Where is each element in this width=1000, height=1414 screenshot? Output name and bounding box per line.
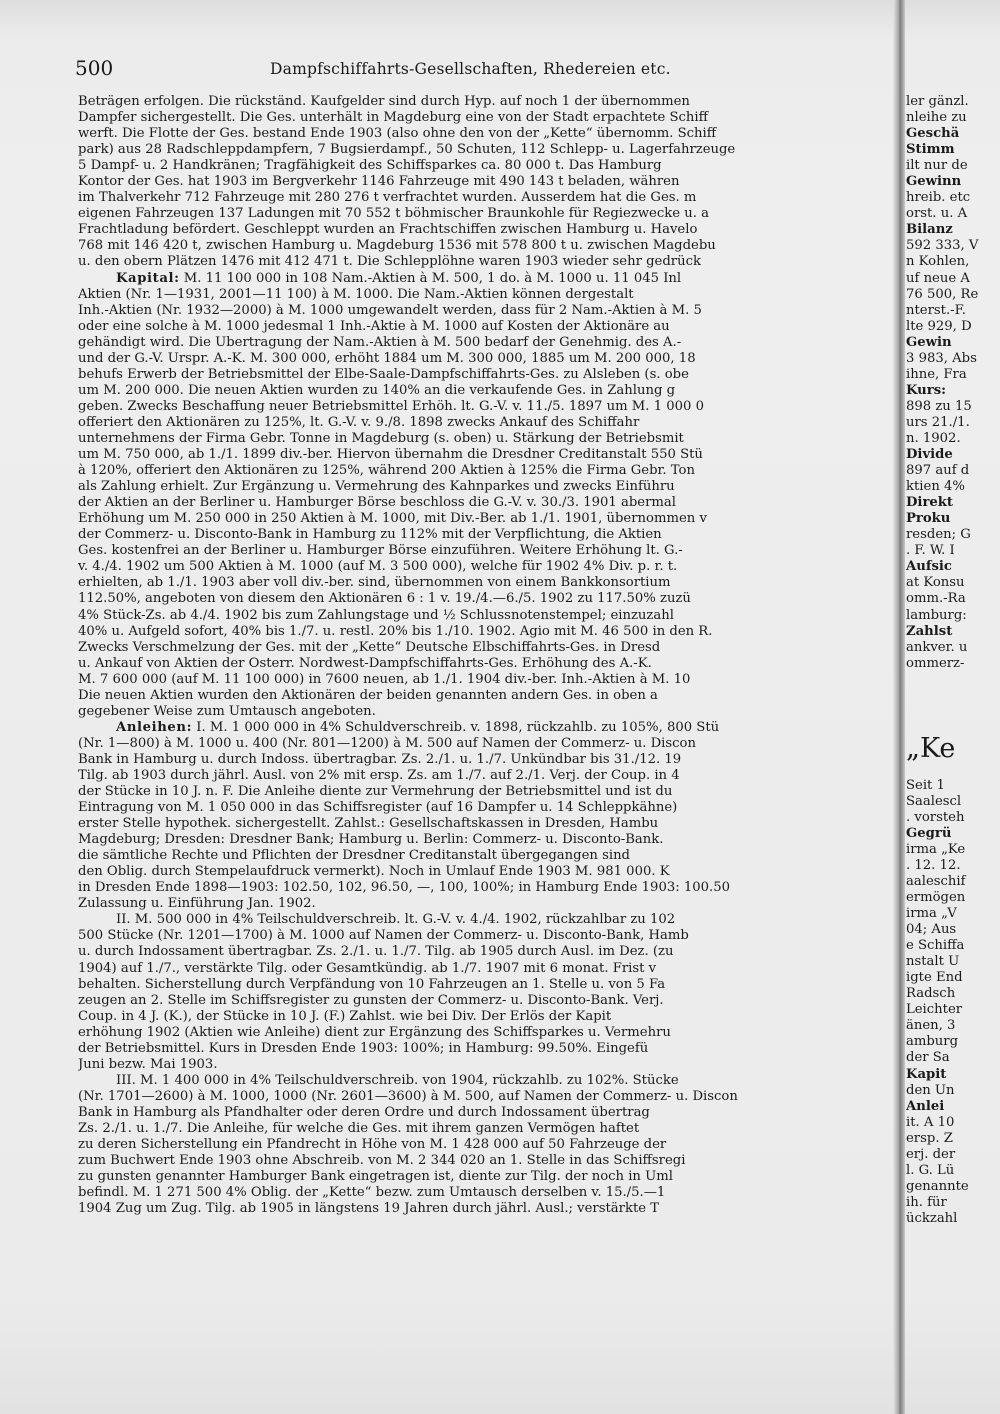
text-line: befindl. M. 1 271 500 4% Oblig. der „Kette“ bezw. zum Umtausch derselben v. 15./5.—1 — [78, 1185, 666, 1201]
facing-text-line: urs 21./1. — [906, 414, 970, 430]
text-line: eigenen Fahrzeugen 137 Ladungen mit 70 552 t böhmischer Braunkohle für Regiezwecke u. a — [78, 206, 709, 222]
facing-text-line: . 12. 12. — [906, 857, 961, 873]
text-line: und der G.-V. Urspr. A.-K. M. 300 000, erhöht 1884 um M. 300 000, 1885 um M. 200 000, 18 — [78, 350, 696, 366]
text-line: Die neuen Aktien wurden den Aktionären der beiden genannten andern Ges. in oben a — [78, 687, 658, 703]
facing-text-line: Geschä — [906, 126, 960, 142]
text-line: der Stücke in 10 J. n. F. Die Anleihe diente zur Vermehrung der Betriebsmittel und ist du — [78, 784, 673, 800]
text-line: 112.50%, angeboten von diesem den Aktionären 6 : 1 v. 19./4.—6./5. 1902 zu 117.50% zuzü — [78, 591, 691, 607]
facing-text-line: ler gänzl. — [906, 94, 969, 109]
text-line: der Betriebsmittel. Kurs in Dresden Ende 1903: 100%; in Hamburg: 99.50%. Eingefü — [78, 1040, 649, 1056]
text-line: im Thalverkehr 712 Fahrzeuge mit 280 276 t verfrachtet wurden. Ausserdem hat die Ges. m — [78, 190, 697, 206]
text-fragment: I. M. 1 000 000 in 4% Schuldverschreib. v. 1898, rückzahlb. zu 105%, 800 Stü — [192, 719, 720, 735]
text-line: Beträgen erfolgen. Die rückständ. Kaufgelder sind durch Hyp. auf noch 1 der übernommen — [78, 94, 690, 109]
text-line: Inh.-Aktien (Nr. 1932—2000) à M. 1000 umgewandelt werden, dass für 2 Nam.-Aktien à M. 5 — [78, 302, 702, 318]
text-line: Coup. in 4 J. (K.), der Stücke in 10 J. (F.) Zahlst. wie bei Div. Der Erlös der Kapit — [78, 1008, 612, 1024]
text-line — [78, 271, 893, 287]
text-line: Dampfer sichergestellt. Die Ges. unterhält in Magdeburg eine von der Stadt erpachtete Schiff — [78, 110, 708, 126]
facing-text-line: nstalt U — [906, 954, 960, 970]
running-head: Dampfschiffahrts-Gesellschaften, Rhedereien etc. — [270, 60, 671, 78]
facing-text-line: Kurs: — [906, 382, 947, 398]
facing-text-line: ihne, Fra — [906, 366, 967, 382]
page-number: 500 — [75, 56, 114, 80]
facing-text-line: Zahlst — [906, 623, 953, 639]
facing-text-line: lamburg: — [906, 607, 967, 623]
text-line: erhielten, ab 1./1. 1903 aber voll div.-ber. sind, übernommen von einem Bankkonsortium — [78, 575, 671, 591]
text-line: à 120%, offeriert den Aktionären zu 125%, während 200 Aktien à 125% die Firma Gebr. Ton — [78, 463, 695, 479]
facing-text-line: den Un — [906, 1082, 955, 1098]
facing-text-line: lte 929, D — [906, 318, 972, 334]
facing-text-line: Gegrü — [906, 825, 952, 841]
text-line: Ges. kostenfrei an der Berliner u. Hamburger Börse einzuführen. Weitere Erhöhung lt. G.- — [78, 543, 683, 559]
facing-text-line: ih. für — [906, 1194, 947, 1210]
facing-text-line: Proku — [906, 511, 951, 527]
facing-text-line: n. 1902. — [906, 430, 961, 446]
text-line: erhöhung 1902 (Aktien wie Anleihe) dient zur Ergänzung des Schiffsparkes u. Vermehru — [78, 1024, 671, 1040]
facing-text-line: uf neue A — [906, 270, 970, 286]
facing-text-line: . vorsteh — [906, 809, 965, 825]
text-line: behufs Erwerb der Betriebsmittel der Elbe-Saale-Dampfschiffahrts-Ges. zu Alsleben (s. obe — [78, 366, 689, 382]
text-line: (Nr. 1—800) à M. 1000 u. 400 (Nr. 801—1200) à M. 500 auf Namen der Commerz- u. Discon — [78, 735, 696, 751]
text-line: v. 4./4. 1902 um 500 Aktien à M. 1000 (auf M. 3 500 000), welche für 1902 4% Div. p. r. t. — [78, 559, 678, 575]
text-line: u. Ankauf von Aktien der Österr. Nordwest-Dampfschiffahrts-Ges. Erhöhung des A.-K. — [78, 655, 652, 671]
text-line: Bank in Hamburg als Pfandhalter oder deren Ordre und durch Indossament übertrag — [78, 1104, 650, 1120]
section-label: Kapital: — [116, 270, 180, 286]
facing-text-line: 04; Aus — [906, 922, 957, 938]
facing-text-line: Seit 1 — [906, 777, 945, 793]
text-line: Eintragung von M. 1 050 000 in das Schiffsregister (auf 16 Dampfer u. 14 Schleppkähne) — [78, 800, 678, 816]
facing-text-line: ersp. Z — [906, 1130, 953, 1146]
text-line: 1904 Zug um Zug. Tilg. ab 1905 in längstens 19 Jahren durch jährl. Ausl.; verstärkte T — [78, 1201, 660, 1217]
facing-text-line: Stimm — [906, 142, 955, 158]
facing-text-line: orst. u. A — [906, 206, 968, 222]
text-line: gegebener Weise zum Umtausch angeboten. — [78, 703, 376, 719]
facing-text-line: l. G. Lü — [906, 1162, 955, 1178]
text-line: werft. Die Flotte der Ges. bestand Ende 1903 (also ohne den von der „Kette“ übernomm. Schiff — [78, 126, 717, 142]
text-line: behalten. Sicherstellung durch Verpfändung von 10 Fahrzeugen an 1. Stelle u. von 5 Fa — [78, 976, 666, 992]
text-line: zu gunsten genannter Hamburger Bank eingetragen ist, diente zur Tilg. der noch in Uml — [78, 1169, 673, 1185]
facing-text-line: irma „Ke — [906, 841, 966, 857]
facing-text-line: . F. W. I — [906, 543, 955, 559]
text-line: Zwecks Verschmelzung der Ges. mit der „Kette“ Deutsche Elbschiffahrts-Ges. in Dresd — [78, 639, 661, 655]
facing-text-line: ommerz- — [906, 655, 965, 671]
text-line: 1904) auf 1./7., verstärkte Tilg. oder Gesamtkündig. ab 1./7. 1907 mit 6 monat. Frist v — [78, 960, 657, 976]
facing-text-line: Gewin — [906, 334, 952, 350]
main-text-column — [78, 94, 893, 1394]
text-line: Tilg. ab 1903 durch jährl. Ausl. von 2% mit ersp. Zs. am 1./7. auf 2./1. Verj. der Coup. in 4 — [78, 767, 680, 783]
text-fragment: M. 11 100 000 in 108 Nam.-Aktien à M. 500, 1 do. à M. 1000 u. 11 045 Inl — [179, 270, 682, 286]
text-line: (Nr. 1701—2600) à M. 1000, 1000 (Nr. 2601—3600) à M. 500, auf Namen der Commerz- u. Discon — [78, 1088, 738, 1104]
text-line: gehändigt wird. Die Übertragung der Nam.-Aktien à M. 500 bedarf der Genehmig. des A.- — [78, 334, 682, 350]
facing-text-line: nleihe zu — [906, 110, 967, 126]
text-line: den Oblig. durch Stempelaufdruck vermerkt). Noch in Umlauf Ende 1903 M. 981 000. K — [78, 864, 670, 880]
facing-text-line: resden; G — [906, 527, 971, 543]
facing-text-line: Kapit — [906, 1066, 947, 1082]
facing-text-line: at Konsu — [906, 575, 965, 591]
facing-text-line: irma „V — [906, 906, 957, 922]
text-line: Bank in Hamburg u. durch Indoss. übertragbar. Zs. 2./1. u. 1./7. Unkündbar bis 31./12. 19 — [78, 751, 682, 767]
text-line: u. durch Indossament übertragbar. Zs. 2./1. u. 1./7. Tilg. ab 1905 durch Ausl. im Dez. (zu — [78, 944, 674, 960]
text-line: zeugen an 2. Stelle im Schiffsregister zu gunsten der Commerz- u. Disconto-Bank. Verj. — [78, 992, 664, 1008]
text-line: 768 mit 146 420 t, zwischen Hamburg u. Magdeburg 1536 mit 578 800 t u. zwischen Magdebu — [78, 238, 716, 254]
facing-text-line: n Kohlen, — [906, 254, 970, 270]
facing-text-line: ückzahl — [906, 1210, 958, 1226]
facing-text-line: igte End — [906, 970, 963, 986]
facing-text-line: 897 auf d — [906, 463, 970, 479]
facing-text-line: änen, 3 — [906, 1018, 956, 1034]
text-line: oder eine solche à M. 1000 jedesmal 1 Inh.-Aktie à M. 1000 auf Kosten der Aktionäre au — [78, 318, 670, 334]
text-line: 5 Dampf- u. 2 Handkränen; Tragfähigkeit des Schiffsparkes ca. 80 000 t. Das Hamburg — [78, 158, 662, 174]
facing-text-line: Aufsic — [906, 559, 952, 575]
text-line: zu deren Sicherstellung ein Pfandrecht in Höhe von M. 1 428 000 auf 50 Fahrzeuge der — [78, 1137, 667, 1153]
facing-text-line: erj. der — [906, 1146, 956, 1162]
facing-text-line: Radsch — [906, 986, 956, 1002]
facing-text-line: omm.-Ra — [906, 591, 966, 607]
facing-text-line: 3 983, Abs — [906, 350, 977, 366]
text-line: offeriert den Aktionären zu 125%, lt. G.-V. v. 9./8. 1898 zwecks Ankauf des Schiffahr — [78, 414, 640, 430]
facing-text-line: it. A 10 — [906, 1114, 955, 1130]
text-line: Zulassung u. Einführung Jan. 1902. — [78, 896, 316, 912]
facing-text-line: Gewinn — [906, 174, 962, 190]
text-line: in Dresden Ende 1898—1903: 102.50, 102, 96.50, —, 100, 100%; in Hamburg Ende 1903: 100.50 — [78, 880, 731, 896]
facing-text-line: ankver. u — [906, 639, 968, 655]
facing-text-line: nterst.-F. — [906, 302, 966, 318]
text-line: Zs. 2./1. u. 1./7. Die Anleihe, für welche die Ges. mit ihrem ganzen Vermögen haftet — [78, 1121, 640, 1136]
facing-text-line: Divide — [906, 447, 953, 463]
text-line: Juni bezw. Mai 1903. — [78, 1056, 218, 1072]
facing-text-line: 898 zu 15 — [906, 398, 972, 414]
text-line: erster Stelle hypothek. sichergestellt. Zahlst.: Gesellschaftskassen in Dresden, Hambu — [78, 816, 659, 832]
facing-text-line: Bilanz — [906, 222, 953, 238]
page-header — [75, 56, 895, 84]
text-line: als Zahlung erhielt. Zur Ergänzung u. Vermehrung des Kahnparkes und zwecks Einführu — [78, 479, 675, 495]
facing-text-line: ilt nur de — [906, 158, 968, 174]
facing-text-line: ermögen — [906, 890, 966, 906]
text-line: geben. Zwecks Beschaffung neuer Betriebsmittel Erhöh. lt. G.-V. v. 11./5. 1897 um M. 1 000 0 — [78, 398, 705, 414]
facing-text-line: Leichter — [906, 1002, 963, 1018]
section-spacer — [906, 764, 1000, 778]
section-label: Anleihen: — [116, 719, 193, 735]
text-line: u. den obern Plätzen 1476 mit 412 471 t. Die Schlepplöhne waren 1903 wieder sehr gedrück — [78, 254, 701, 270]
text-line: der Commerz- u. Disconto-Bank in Hamburg zu 112% mit der Verpflichtung, die Aktien — [78, 527, 662, 543]
facing-text-line: Saalescl — [906, 793, 962, 809]
text-line: III. M. 1 400 000 in 4% Teilschuldverschreib. von 1904, rückzahlb. zu 102%. Stücke — [116, 1072, 679, 1088]
facing-text-line: Direkt — [906, 495, 954, 511]
text-line: unternehmens der Firma Gebr. Tonne in Magdeburg (s. oben) u. Stärkung der Betriebsmit — [78, 430, 684, 446]
text-line: II. M. 500 000 in 4% Teilschuldverschreib. lt. G.-V. v. 4./4. 1902, rückzahlbar zu 102 — [116, 912, 676, 928]
facing-text-line: genannte — [906, 1178, 969, 1194]
text-line: zum Buchwert Ende 1903 ohne Abschreib. von M. 2 344 020 an 1. Stelle in das Schiffsregi — [78, 1153, 686, 1169]
facing-text-line: 76 500, Re — [906, 286, 979, 302]
facing-text-line: Anlei — [906, 1098, 945, 1114]
facing-text-line: amburg — [906, 1034, 959, 1050]
text-line: die sämtliche Rechte und Pflichten der Dresdner Creditanstalt übergegangen sind — [78, 848, 631, 864]
facing-section-heading: „Ke — [906, 732, 956, 764]
facing-text-line: der Sa — [906, 1050, 950, 1066]
section-spacer — [906, 672, 1000, 734]
text-line: Erhöhung um M. 250 000 in 250 Aktien à M. 1000, mit Div.-Ber. ab 1./1. 1901, übernommen v — [78, 511, 707, 527]
text-line: 4% Stück-Zs. ab 4./4. 1902 bis zum Zahlungstage und ½ Schlussnotenstempel; einzuzahl — [78, 607, 674, 623]
text-line: 500 Stücke (Nr. 1201—1700) à M. 1000 auf Namen der Commerz- u. Disconto-Bank, Hamb — [78, 928, 689, 944]
text-line: Kontor der Ges. hat 1903 im Bergverkehr 1146 Fahrzeuge mit 490 143 t beladen, währen — [78, 174, 680, 190]
text-line: der Aktien an der Berliner u. Hamburger Börse beschloss die G.-V. v. 30./3. 1901 abermal — [78, 495, 676, 511]
text-line: um M. 200 000. Die neuen Aktien wurden zu 140% an die verkaufende Ges. in Zahlung g — [78, 382, 676, 398]
text-line: M. 7 600 000 (auf M. 11 100 000) in 7600 neuen, ab 1./1. 1904 div.-ber. Inh.-Aktien à M. 10 — [78, 671, 691, 687]
text-line: um M. 750 000, ab 1./1. 1899 div.-ber. Hiervon übernahm die Dresdner Creditanstalt 550 Stü — [78, 447, 703, 463]
facing-text-line: hreib. etc — [906, 190, 971, 206]
facing-text-line: ktien 4% — [906, 479, 965, 495]
text-line: Magdeburg; Dresden: Dresdner Bank; Hamburg u. Berlin: Commerz- u. Disconto-Bank. — [78, 832, 664, 848]
facing-text-line: e Schiffa — [906, 938, 965, 954]
text-line: 40% u. Aufgeld sofort, 40% bis 1./7. u. restl. 20% bis 1./10. 1902. Agio mit M. 46 500 in den R. — [78, 623, 713, 639]
text-line: Frachtladung befördert. Geschleppt wurden an Frachtschiffen zwischen Hamburg u. Havelo — [78, 222, 698, 238]
book-gutter — [893, 0, 905, 1414]
text-line — [78, 720, 893, 736]
facing-text-line: 592 333, V — [906, 238, 979, 254]
text-line: park) aus 28 Radschleppdampfern, 7 Bugsierdampf., 50 Schuten, 112 Schlepp- u. Lagerfahrzeuge — [78, 142, 736, 158]
facing-page-column — [906, 94, 1000, 1414]
facing-text-line: aaleschif — [906, 873, 966, 889]
text-line: Aktien (Nr. 1—1931, 2001—11 100) à M. 1000. Die Nam.-Aktien können dergestalt — [78, 286, 634, 302]
